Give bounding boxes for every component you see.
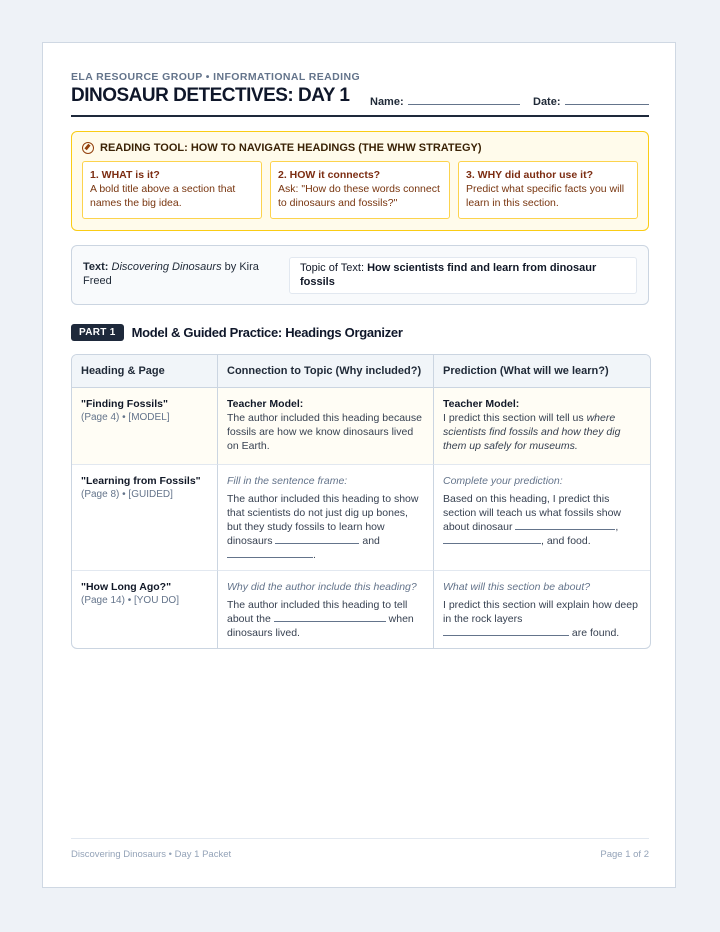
step-heading: 3. WHY did author use it? [466,169,593,181]
date-blank[interactable] [565,95,649,105]
page-reference: (Page 14) • [YOU DO] [81,595,179,606]
page-number: Page 1 of 2 [600,849,649,860]
prediction-hint: What will this section be about? [443,581,591,593]
answer-blank[interactable] [515,520,615,530]
text-source [83,260,278,288]
prediction-frame [443,492,641,548]
date-label: Date: [533,96,561,108]
strategy-step-how [270,161,450,219]
frame-text: Based on this heading, I predict this section will teach us what fossils show about dinosaur [443,493,621,533]
text-info-box [71,245,649,305]
topic-text: How scientists find and learn from dinosaur fossils [300,262,597,288]
headings-organizer-table [71,354,651,649]
prediction-italic: where scientists find fossils and how they dig them up safely for museums. [443,412,621,452]
table-row [72,464,650,570]
answer-blank[interactable] [275,534,359,544]
connection-hint: Why did the author include this heading? [227,581,417,593]
connection-cell [217,570,433,648]
worksheet-content [71,71,649,649]
heading-cell [72,388,217,464]
prediction-text [443,411,641,453]
part-badge: PART 1 [71,324,124,341]
strategy-steps [82,161,638,219]
answer-blank[interactable] [443,626,569,636]
connection-text: The author included this heading because fossils are how we know dinosaurs lived on Earth. [227,412,422,452]
book-author: by Kira Freed [83,261,259,287]
title-row [71,85,649,117]
step-heading: 2. HOW it connects? [278,169,381,181]
compass-icon [82,142,94,154]
frame-text: I predict this section will explain how deep in the rock layers [443,599,638,625]
prediction-cell [433,570,650,648]
step-text: Predict what specific facts you will learn in this section. [466,183,625,209]
page-title: DINOSAUR DETECTIVES: DAY 1 [71,85,350,106]
step-text: A bold title above a section that names the big idea. [90,183,236,209]
frame-text: when dinosaurs lived. [227,613,414,639]
page-footer [71,838,649,860]
section-heading: "Finding Fossils" [81,398,168,410]
step-heading: 1. WHAT is it? [90,169,160,181]
frame-text: The author included this heading to tell about the [227,599,408,625]
date-field[interactable] [533,95,649,108]
topic-box [289,257,637,294]
reading-tool-header [82,142,638,154]
footer-left: Discovering Dinosaurs • Day 1 Packet [71,849,232,860]
column-header: Heading & Page [72,355,217,388]
reading-tool-title: READING TOOL: HOW TO NAVIGATE HEADINGS (THE WHW STRATEGY) [100,142,482,154]
page-reference: (Page 8) • [GUIDED] [81,489,173,500]
connection-cell [217,464,433,570]
section-heading: "How Long Ago?" [81,581,172,593]
table-row [72,388,650,464]
worksheet-page [42,42,676,888]
eyebrow-label: ELA RESOURCE GROUP • INFORMATIONAL READING [71,71,361,83]
connection-frame [227,598,424,640]
section-heading: "Learning from Fossils" [81,475,201,487]
teacher-model-label: Teacher Model: [443,398,520,410]
book-title: Discovering Dinosaurs [111,261,222,273]
answer-blank[interactable] [443,534,541,544]
name-field[interactable] [370,95,520,108]
frame-text: . [313,549,316,561]
frame-text: , and food. [541,535,591,547]
part-header [71,323,649,341]
heading-cell [72,570,217,648]
prediction-cell [433,464,650,570]
frame-text: and [362,535,380,547]
teacher-model-label: Teacher Model: [227,398,304,410]
column-header: Connection to Topic (Why included?) [217,355,433,388]
part-title: Model & Guided Practice: Headings Organizer [131,324,403,340]
prediction-frame [443,598,641,640]
column-header: Prediction (What will we learn?) [433,355,650,388]
answer-blank[interactable] [274,612,386,622]
heading-cell [72,464,217,570]
prediction-cell [433,388,650,464]
page-reference: (Page 4) • [MODEL] [81,412,170,423]
strategy-step-why [458,161,638,219]
reading-tool-box [71,131,649,231]
text-label: Text: [83,261,109,273]
sentence-frame-hint: Fill in the sentence frame: [227,475,348,487]
connection-frame [227,492,424,562]
prediction-start: I predict this section will tell us [443,412,584,424]
strategy-step-what [82,161,262,219]
name-blank[interactable] [408,95,520,105]
frame-text: , [615,521,619,533]
name-label: Name: [370,96,404,108]
step-text: Ask: "How do these words connect to dinosaurs and fossils?" [278,183,440,209]
frame-text: The author included this heading to show that scientists do not just dig up bones, but they study fossils to learn how dinosaurs [227,493,419,547]
prediction-hint: Complete your prediction: [443,475,563,487]
answer-blank[interactable] [227,548,313,558]
table-header-row [72,355,650,388]
frame-text: are found. [571,627,620,639]
connection-cell [217,388,433,464]
topic-label: Topic of Text: [300,262,364,274]
table-row [72,570,650,648]
